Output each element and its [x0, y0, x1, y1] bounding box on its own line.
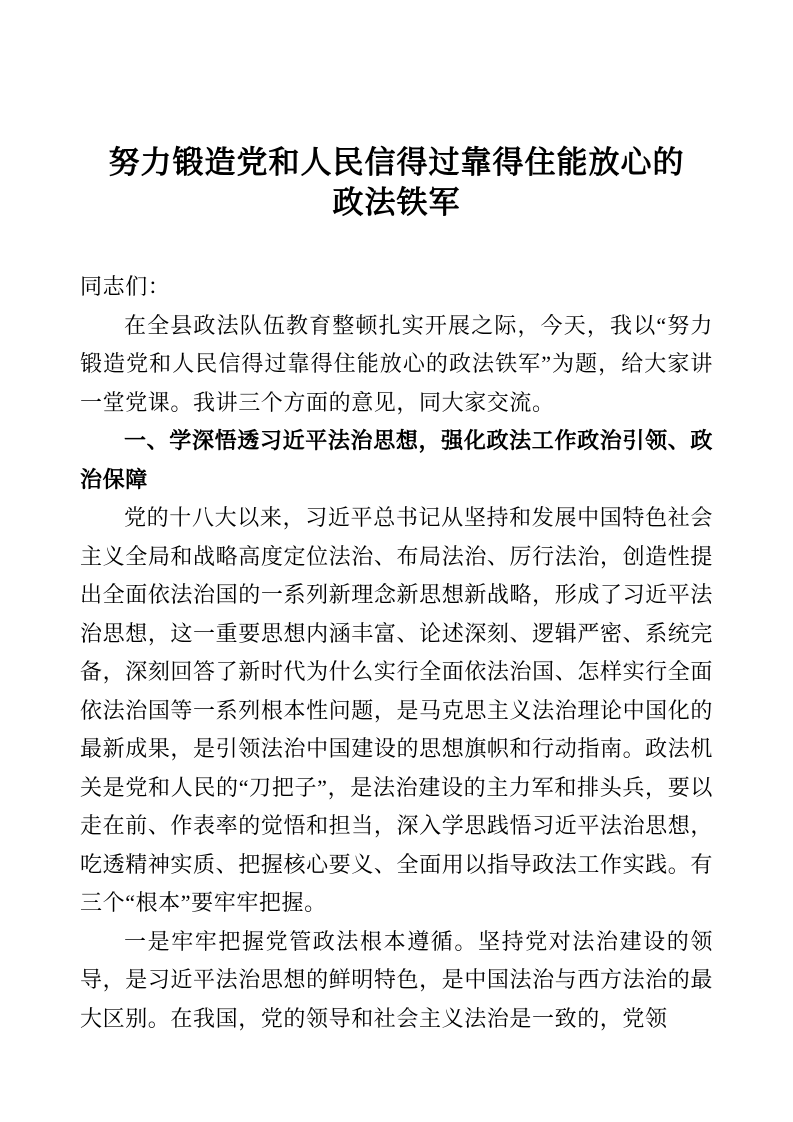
paragraph-introduction: 在全县政法队伍教育整顿扎实开展之际，今天，我以“努力锻造党和人民信得过靠得住能放心的政法铁军”为题，给大家讲一堂党课。我讲三个方面的意见，同大家交流。 [80, 312, 713, 415]
document-title-line1: 努力锻造党和人民信得过靠得住能放心的 [108, 145, 685, 180]
document-title [80, 143, 713, 223]
paragraph-point-one: 一是牢牢把握党管政法根本遵循。坚持党对法治建设的领导，是习近平法治思想的鲜明特色，是中国法治与西方法治的最大区别。在我国，党的领导和社会主义法治是一致的，党领 [80, 928, 713, 1031]
section-heading-1: 一、学深悟透习近平法治思想，强化政法工作政治引领、政治保障 [80, 428, 713, 492]
document-title-line2: 政法铁军 [332, 185, 461, 220]
salutation: 同志们： [80, 274, 171, 299]
paragraph-section1-body: 党的十八大以来，习近平总书记从坚持和发展中国特色社会主义全局和战略高度定位法治、布局法治、厉行法治，创造性提出全面依法治国的一系列新理念新思想新战略，形成了习近平法治思想，这一重要思想内涵丰富、论述深刻、逻辑严密、系统完备，深刻回答了新时代为什么实行全面依法治国、怎样实行全面依法治国等一系列根本性问题，是马克思主义法治理论中国化的最新成果，是引领法治中国建设的思想旗帜和行动指南。政法机关是党和人民的“刀把子”，是法治建设的主力军和排头兵，要以走在前、作表率的觉悟和担当，深入学思践悟习近平法治思想，吃透精神实质、把握核心要义、全面用以指导政法工作实践。有三个“根本”要牢牢把握。 [80, 505, 713, 915]
